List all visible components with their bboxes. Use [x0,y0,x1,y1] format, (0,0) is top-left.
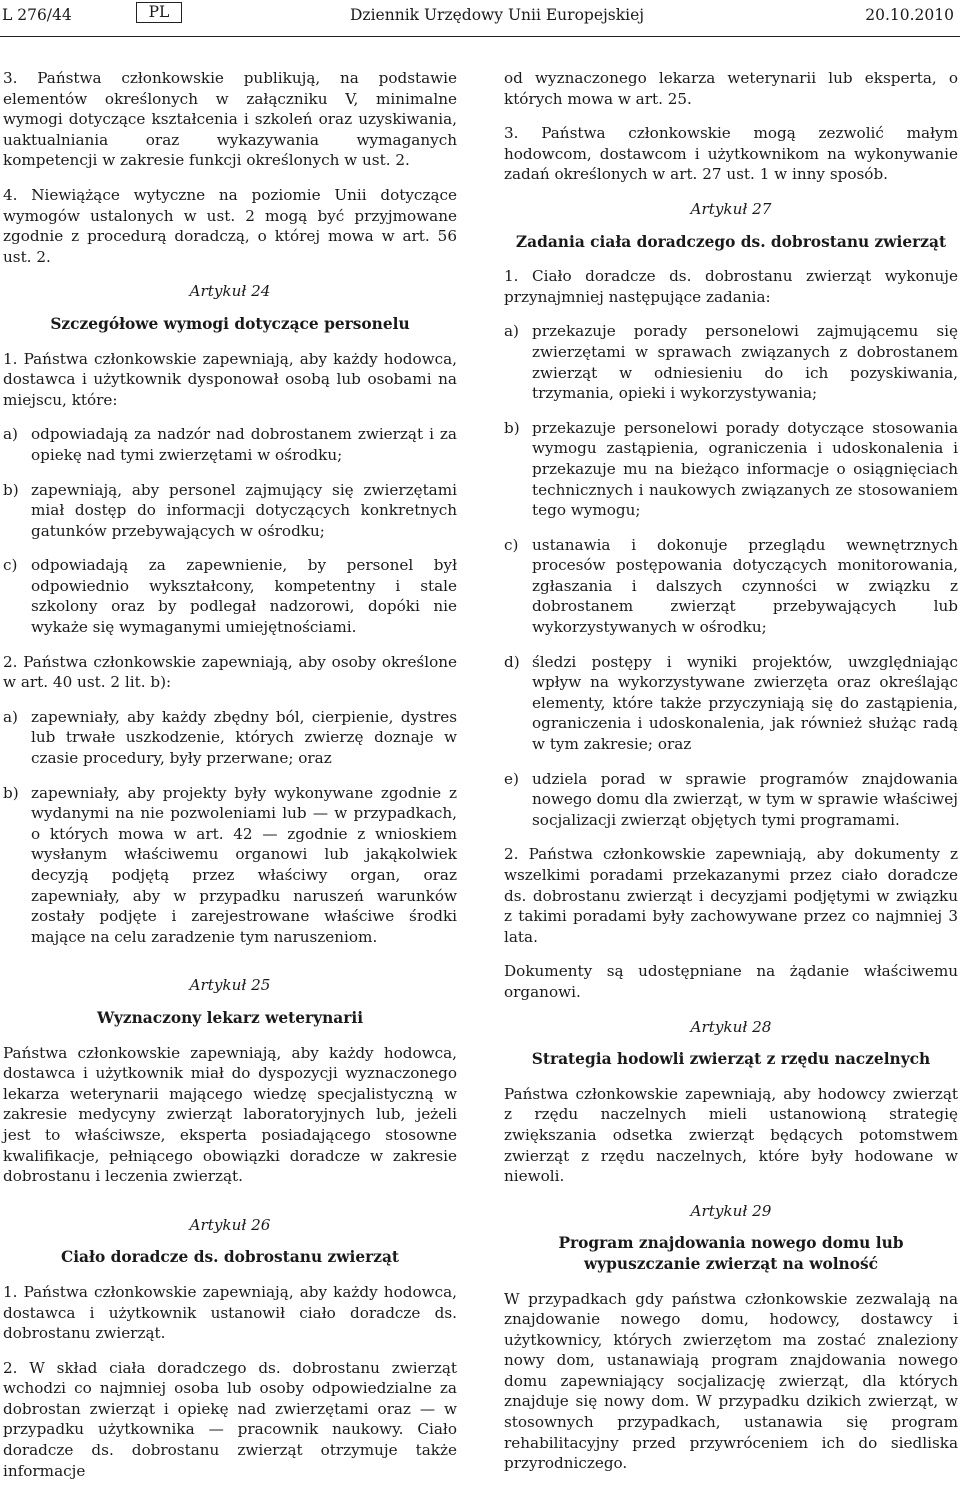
article-title: Zadania ciała doradczego ds. dobrostanu zwierząt [515,232,947,251]
list-item [3,555,457,637]
list-item-text: odpowiadają za zapewnienie, by personel był odpowiednio wykształcony, kompetentny i stale szkolony oraz by podlegał nadzorowi, dopóki nie wykaże się wymaganymi umiejętnościami. [31,556,457,637]
list-item-label: a) [504,322,519,341]
paragraph: 4. Niewiążące wytyczne na poziomie Unii dotyczące wymogów ustalonych w ust. 2 mogą być przyjmowane zgodnie z procedurą doradczą, o której mowa w art. 56 ust. 2. [3,185,457,266]
paragraph: Państwa członkowskie zapewniają, aby hodowcy zwierząt z rzędu naczelnych mieli ustanowioną strategię zwiększania odsetka zwierząt będących potomstwem zwierząt z rzędu naczelnych, które były hodowane w niewoli. [504,1084,958,1186]
paragraph: 2. Państwa członkowskie zapewniają, aby dokumenty z wszelkimi poradami przekazanymi przez ciało doradcze ds. dobrostanu zwierząt i decyzjami podjętymi w związku z takimi poradami były zachowywane przez co najmniej 3 lata. [504,845,958,946]
list-item [504,769,958,831]
article-number: Artykuł 27 [690,199,772,218]
paragraph: 2. W skład ciała doradczego ds. dobrostanu zwierząt wchodzi co najmniej osoba lub osoby odpowiedzialne za dobrostan zwierząt i opiekę nad zwierzętami oraz — w przypadku użytkownika — pracownik naukowy. Ciało doradcze ds. dobrostanu zwierząt otrzymuje także informacje [3,1358,457,1480]
list-item-text: udziela porad w sprawie programów znajdowania nowego domu dla zwierząt, w tym w sprawie właściwej socjalizacji zwierząt objętych tymi programami. [532,769,958,829]
paragraph: 1. Państwa członkowskie zapewniają, aby każdy hodowca, dostawca i użytkownik dysponował osobą lub osobami na miejscu, które: [3,349,457,409]
article-number: Artykuł 26 [189,1215,271,1234]
article-number: Artykuł 29 [690,1201,772,1220]
list-item-label: b) [3,783,19,802]
list-item-text: odpowiadają za nadzór nad dobrostanem zwierząt i za opiekę nad tymi zwierzętami w ośrodku; [31,425,457,464]
paragraph: Państwa członkowskie zapewniają, aby każdy hodowca, dostawca i użytkownik miał do dyspozycji wyznaczonego lekarza weterynarii mającego wiedzę specjalistyczną w zakresie medycyny zwierząt laboratoryjnych lub, jeżeli jest to właściwsze, eksperta posiadającego stosowne kwalifikacje, pełniącego obowiązki doradcze w zakresie dobrostanu i leczenia zwierząt. [3,1043,457,1186]
paragraph: 1. Ciało doradcze ds. dobrostanu zwierząt wykonuje przynajmniej następujące zadania: [504,267,958,306]
list-item-text: ustanawia i dokonuje przeglądu wewnętrznych procesów postępowania dotyczących monitorowania, zgłaszania i dalszych czynności w związku z dobrostanem zwierząt przebywających lub wykorzystywanych w ośrodku; [532,535,958,637]
paragraph: 3. Państwa członkowskie mogą zezwolić małym hodowcom, dostawcom i użytkownikom na wykonywanie zadań określonych w art. 27 ust. 1 w inny sposób. [504,124,958,184]
list-item-text: zapewniają, aby personel zajmujący się zwierzętami miał dostęp do informacji dotyczących konkretnych gatunków przebywających w ośrodku; [31,480,457,540]
journal-title: Dziennik Urzędowy Unii Europejskiej [350,6,645,24]
paragraph: 2. Państwa członkowskie zapewniają, aby osoby określone w art. 40 ust. 2 lit. b): [3,652,457,692]
list-item-label: a) [3,707,18,726]
article-title: Wyznaczony lekarz weterynarii [96,1008,364,1027]
list-item-label: d) [504,652,520,671]
list-item [3,783,457,948]
article-title: Ciało doradcze ds. dobrostanu zwierząt [60,1248,400,1267]
list-item-text: przekazuje porady personelowi zajmującemu się zwierzętami w sprawach związanych z dobrostanem zwierząt w odniesieniu do ich pozyskiwania, trzymania, opieki i wykorzystywania; [532,322,958,403]
article-title: Strategia hodowli zwierząt z rzędu naczelnych [531,1050,931,1069]
page-number: L 276/44 [2,6,72,24]
paragraph: W przypadkach gdy państwa członkowskie zezwalają na znajdowanie nowego domu, hodowcy, dostawcy i użytkownicy, których zwierzętom ma zostać znaleziony nowy dom, ustanawiają program znajdowania nowego domu zapewniający socjalizację zwierząt, dla których znajduje się nowy dom. W przypadku dzikich zwierząt, w stosownych przypadkach, ustanawia się program rehabilitacyjny przed przywróceniem ich do siedliska przyrodniczego. [504,1289,958,1473]
paragraph: 3. Państwa członkowskie publikują, na podstawie elementów określonych w załączniku V, minimalne wymogi dotyczące kształcenia i szkoleń oraz uzyskiwania, uaktualniania oraz wykazywania wymaganych kompetencji w zakresie funkcji określonych w ust. 2. [3,69,457,170]
list-item-text: zapewniały, aby projekty były wykonywane zgodnie z wydanymi na nie pozwoleniami lub — w przypadkach, o których mowa w art. 42 — zgodnie z wnioskiem wysłanym właściwemu organowi lub jakąkolwiek decyzją podjętą przez właściwy organ, oraz zapewniały, aby w przypadku naruszeń warunków zostały podjęte i zarejestrowane właściwe środki mające na celu zaradzenie tym naruszeniom. [31,783,457,946]
list-item [504,652,958,755]
list-item-label: b) [504,418,520,437]
list-item [3,480,457,542]
article-title: Szczegółowe wymogi dotyczące personelu [50,314,410,333]
paragraph: od wyznaczonego lekarza weterynarii lub eksperta, o których mowa w art. 25. [504,69,958,108]
list-item-label: c) [504,535,519,554]
right-column [504,68,958,1488]
list-item [504,418,958,521]
language-badge: PL [136,2,182,23]
list-item-text: zapewniały, aby każdy zbędny ból, cierpienie, dystres lub trwałe uszkodzenie, których zwierzę doznaje w czasie procedury, były przerwane; oraz [31,707,457,768]
list-item-label: e) [504,769,519,788]
paragraph: Dokumenty są udostępniane na żądanie właściwemu organowi. [504,962,958,1001]
left-column [3,68,457,1495]
article-number: Artykuł 25 [189,976,271,995]
list-item [3,707,457,769]
article-title: Program znajdowania nowego domu lub wypuszczanie zwierząt na wolność [558,1234,904,1273]
article-number: Artykuł 24 [189,282,271,301]
list-item-text: przekazuje personelowi porady dotyczące stosowania wymogu zastąpienia, ograniczenia i udoskonalenia i przekazuje mu na bieżąco informacje o osiągnięciach technicznych i naukowych związanych ze stosowaniem tego wymogu; [532,418,958,520]
page-header [0,0,960,37]
issue-date: 20.10.2010 [865,6,954,24]
list-item [3,424,457,465]
list-item [504,535,958,638]
list-item-label: a) [3,425,18,444]
paragraph: 1. Państwa członkowskie zapewniają, aby każdy hodowca, dostawca i użytkownik ustanowił ciało doradcze ds. dobrostanu zwierząt. [3,1282,457,1343]
list-item [504,321,958,403]
list-item-text: śledzi postępy i wyniki projektów, uwzględniając wpływ na wykorzystywane zwierzęta oraz określając elementy, które także przyczyniają się do zastąpienia, ograniczenia i udoskonalenia, jak również służąc radą w tym zakresie; oraz [532,652,958,754]
article-number: Artykuł 28 [690,1017,772,1036]
list-item-label: b) [3,480,19,499]
list-item-label: c) [3,556,18,575]
